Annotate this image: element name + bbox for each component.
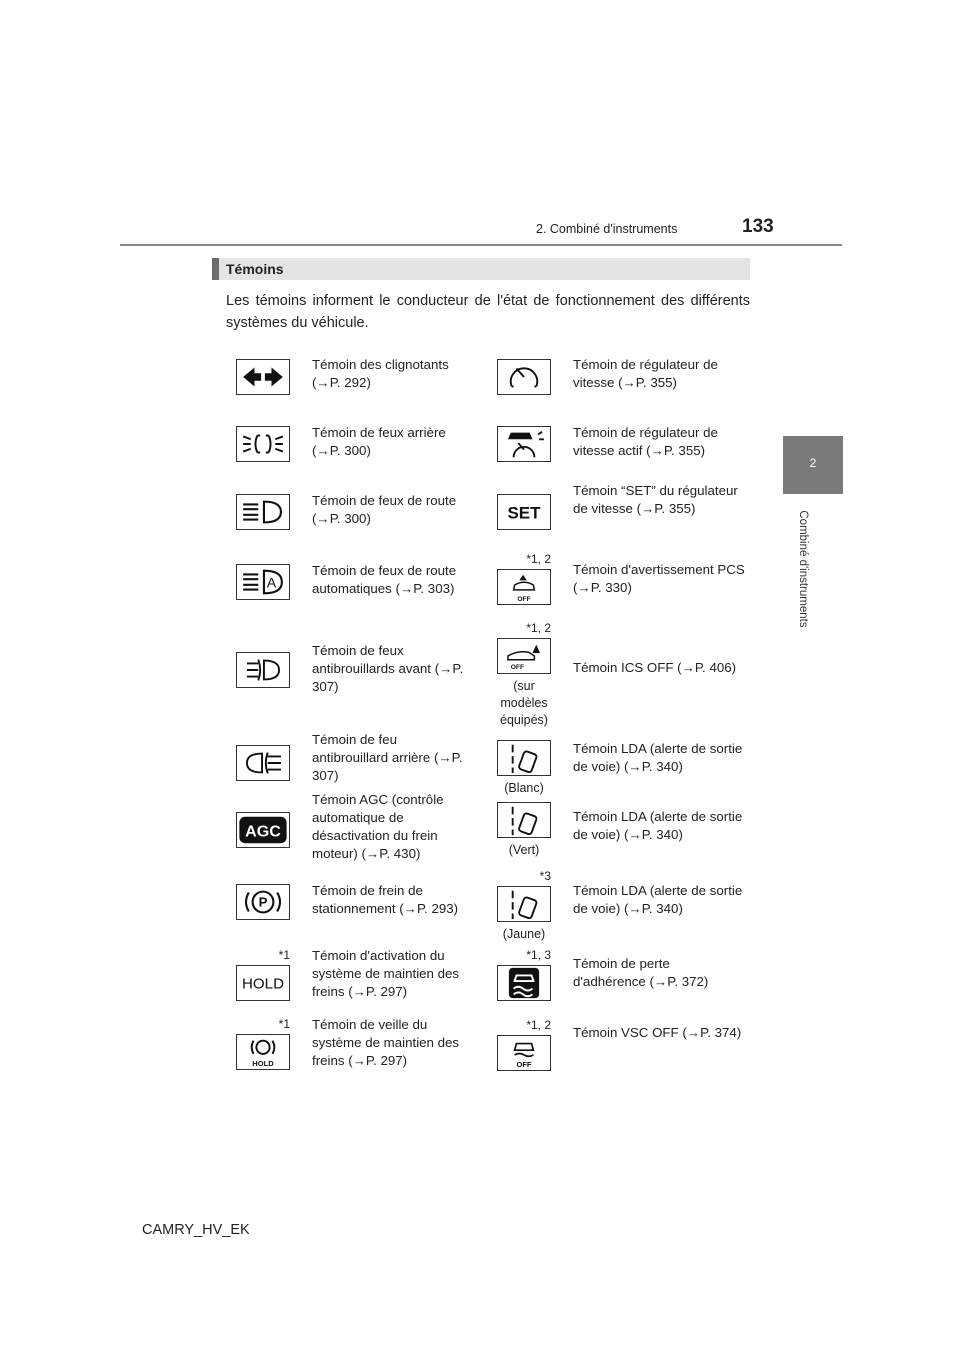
svg-text:SET: SET xyxy=(507,503,541,523)
indicator-description: Témoin de veille du système de maintien des freins (→P. 297) xyxy=(312,1017,460,1068)
chapter-tab[interactable] xyxy=(783,436,843,494)
high-beam-icon xyxy=(236,494,290,530)
svg-text:OFF: OFF xyxy=(516,1060,532,1070)
tail-light-icon xyxy=(236,426,290,462)
indicator-description: Témoin ICS OFF (→P. 406) xyxy=(573,660,737,675)
cruise-active-icon xyxy=(497,426,551,462)
indicator-description: Témoin VSC OFF (→P. 374) xyxy=(573,1025,742,1040)
footnote-marker: *1, 2 xyxy=(526,621,551,635)
indicator-description: Témoin de régulateur de vitesse actif (→P. 355) xyxy=(573,425,718,458)
icon-caption: (Blanc) xyxy=(504,781,544,795)
pcs-warning-icon xyxy=(497,569,551,605)
page-number: 133 xyxy=(742,216,774,237)
turn-signal-icon xyxy=(236,359,290,395)
indicator-description: Témoin de feux de route automatiques (→P. 303) xyxy=(312,563,457,596)
slip-indicator-icon xyxy=(497,965,551,1001)
svg-text:A: A xyxy=(266,575,277,592)
svg-text:AGC: AGC xyxy=(245,822,281,841)
intro-paragraph: Les témoins informent le conducteur de l'état de fonctionnement des différents systèmes du véhicule. xyxy=(226,293,750,331)
svg-text:HOLD: HOLD xyxy=(252,1059,274,1069)
indicator-description: Témoin LDA (alerte de sortie de voie) (→P. 340) xyxy=(573,883,743,916)
hold-icon xyxy=(236,965,290,1001)
footnote-marker: *1, 2 xyxy=(526,1018,551,1032)
icon-caption: (Jaune) xyxy=(502,927,546,941)
svg-text:P: P xyxy=(258,894,268,910)
indicator-description: Témoin de régulateur de vitesse (→P. 355) xyxy=(573,357,718,390)
chapter-title: 2. Combiné d'instruments xyxy=(536,222,678,236)
indicator-description: Témoin LDA (alerte de sortie de voie) (→P. 340) xyxy=(573,741,743,774)
lda-white-icon xyxy=(497,740,551,776)
section-heading xyxy=(212,258,750,280)
lda-green-icon xyxy=(497,802,551,838)
parking-brake-icon xyxy=(236,884,290,920)
footnote-marker: *1, 2 xyxy=(526,552,551,566)
auto-high-beam-icon xyxy=(236,564,290,600)
footnote-marker: *1, 3 xyxy=(526,948,551,962)
footer-model-code: CAMRY_HV_EK xyxy=(142,1222,250,1238)
indicator-description: Témoin de feu antibrouillard arrière (→P. 307) xyxy=(312,732,463,783)
vsc-off-icon xyxy=(497,1035,551,1071)
chapter-side-label xyxy=(796,505,810,635)
cruise-control-icon xyxy=(497,359,551,395)
indicator-description: Témoin AGC (contrôle automatique de désactivation du frein moteur) (→P. 430) xyxy=(312,792,444,861)
ics-off-icon xyxy=(497,638,551,674)
indicator-description: Témoin de feux antibrouillards avant (→P. 307) xyxy=(312,643,464,694)
agc-icon xyxy=(236,812,290,848)
section-title: Témoins xyxy=(226,261,284,277)
header-rule xyxy=(120,244,842,246)
indicator-description: Témoin de frein de stationnement (→P. 293) xyxy=(312,883,459,916)
indicator-description: Témoin d'activation du système de maintien des freins (→P. 297) xyxy=(312,948,460,999)
icon-caption: (sur modèles équipés) xyxy=(500,679,548,727)
svg-text:OFF: OFF xyxy=(517,596,531,604)
chapter-side-label-text: Combiné d'instruments xyxy=(797,510,809,628)
front-fog-icon xyxy=(236,652,290,688)
set-icon xyxy=(497,494,551,530)
footnote-marker: *3 xyxy=(539,869,551,883)
rear-fog-icon xyxy=(236,745,290,781)
indicator-description: Témoin des clignotants (→P. 292) xyxy=(312,357,449,390)
footnote-marker: *1 xyxy=(278,1017,290,1031)
indicator-description: Témoin LDA (alerte de sortie de voie) (→P. 340) xyxy=(573,809,743,842)
indicator-description: Témoin de feux de route (→P. 300) xyxy=(312,493,457,526)
svg-text:HOLD: HOLD xyxy=(242,975,284,993)
icon-caption: (Vert) xyxy=(508,843,540,857)
lda-yellow-icon xyxy=(497,886,551,922)
svg-text:OFF: OFF xyxy=(510,664,524,672)
chapter-tab-number: 2 xyxy=(809,456,817,470)
indicator-description: Témoin “SET” du régulateur de vitesse (→P. 355) xyxy=(573,483,738,516)
indicator-description: Témoin de perte d'adhérence (→P. 372) xyxy=(573,956,709,989)
hold-standby-icon xyxy=(236,1034,290,1070)
indicator-description: Témoin de feux arrière (→P. 300) xyxy=(312,425,446,458)
footnote-marker: *1 xyxy=(278,948,290,962)
indicator-description: Témoin d'avertissement PCS (→P. 330) xyxy=(573,562,745,595)
